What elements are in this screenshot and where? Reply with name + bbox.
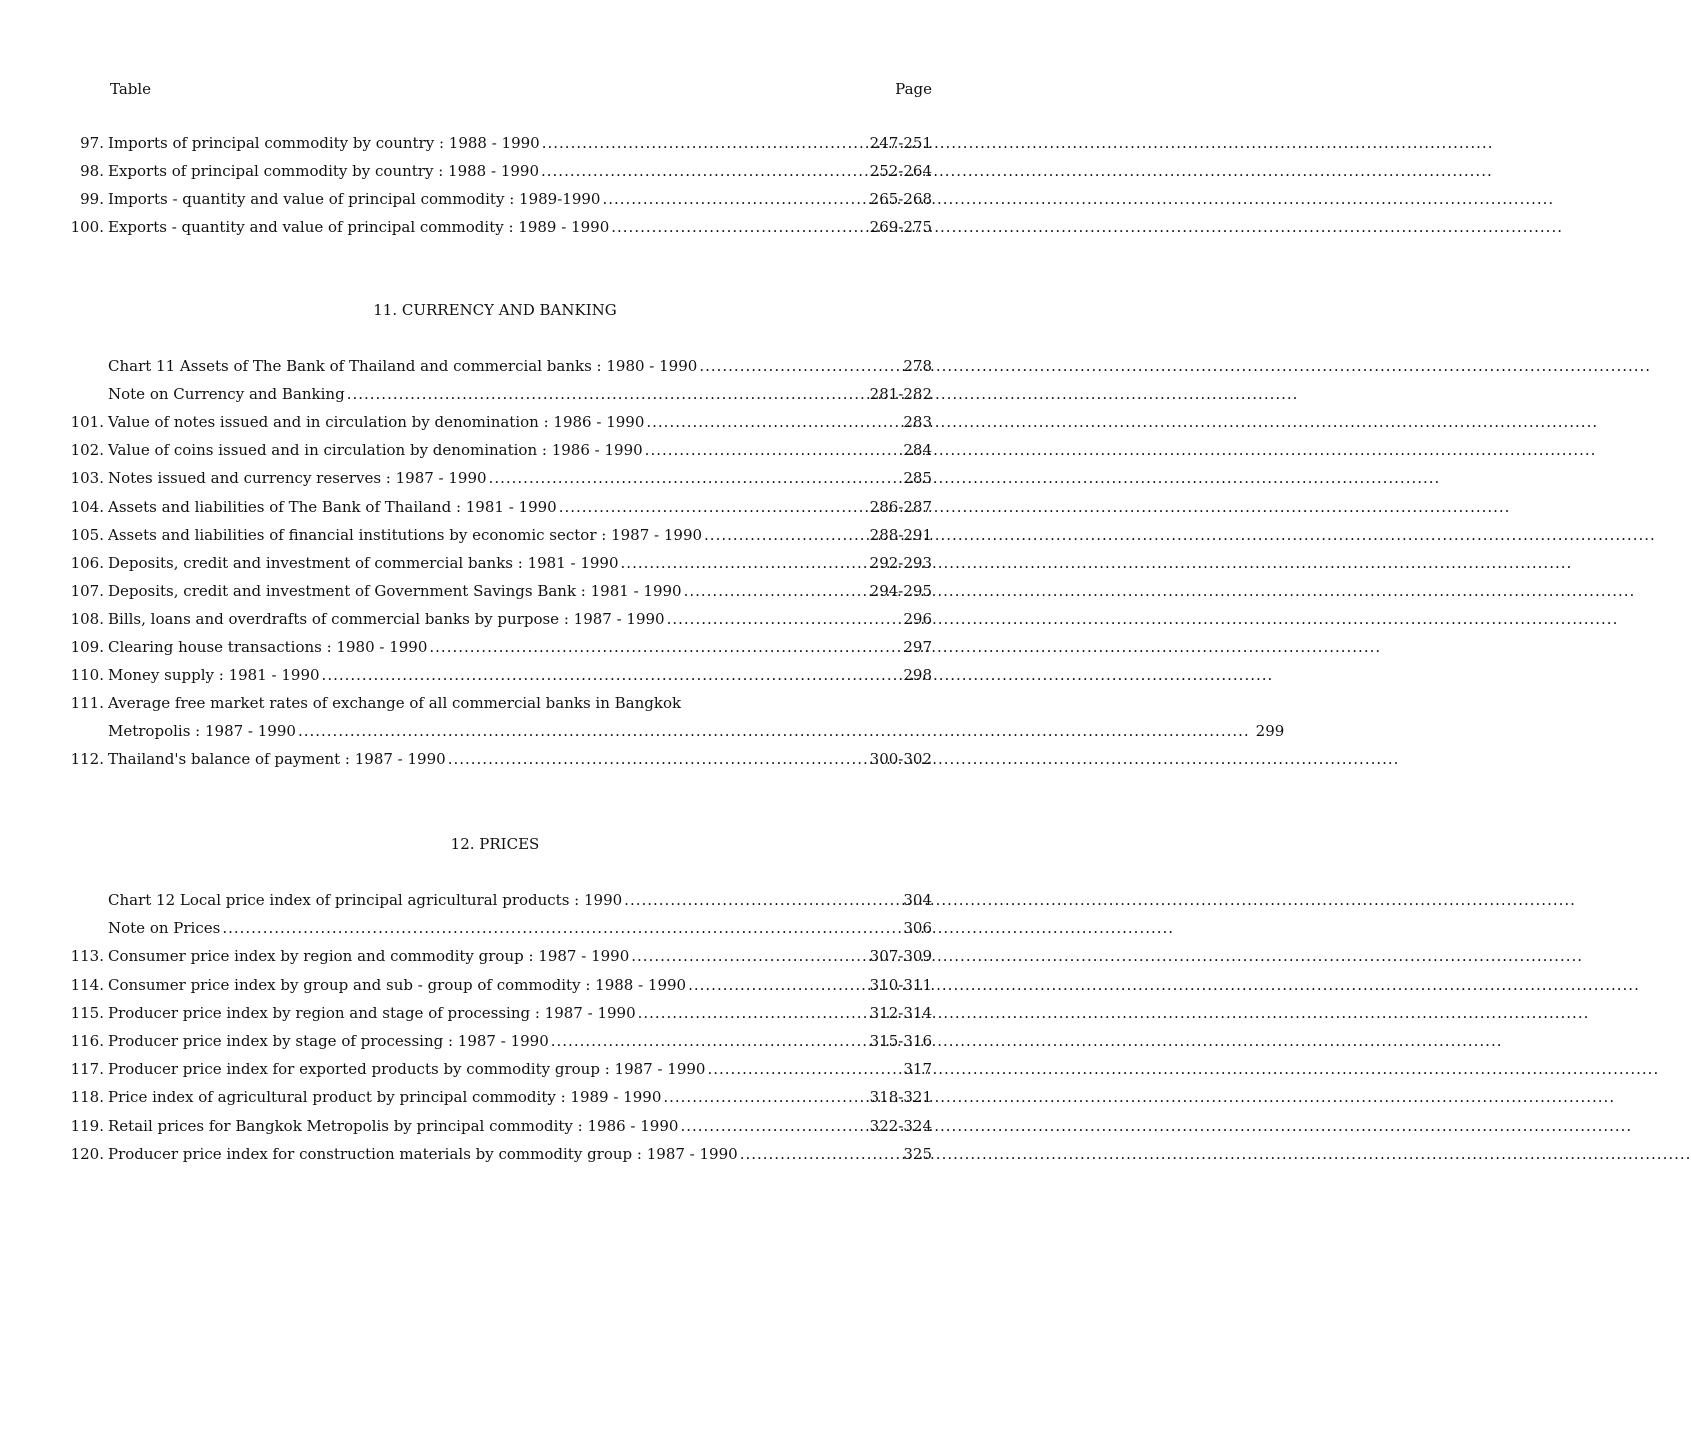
entry-page-number: 318-321: [869, 1088, 932, 1107]
toc-entry: [60, 1032, 932, 1060]
entry-page-number: 310-311: [869, 975, 932, 994]
entry-number: 120.: [70, 1144, 104, 1163]
entry-number: 119.: [70, 1116, 104, 1135]
entry-number: 112.: [70, 750, 104, 769]
toc-entry: [60, 526, 932, 554]
entry-number: 113.: [70, 947, 104, 966]
entry-page-number: 297: [903, 638, 932, 656]
toc-entry: [60, 357, 932, 385]
toc-entry: [60, 218, 932, 246]
entry-number: 107.: [70, 581, 104, 600]
toc-entry: [60, 498, 932, 526]
entry-title: Thailand's balance of payment : 1987 - 1990: [108, 750, 446, 769]
entry-page-number: 322-324: [869, 1116, 932, 1135]
toc-entry: [60, 947, 932, 975]
entry-title: Deposits, credit and investment of commercial banks : 1981 - 1990: [108, 553, 619, 572]
entry-title: Imports - quantity and value of principal commodity : 1989-1990: [108, 190, 601, 208]
page-column-header: Page: [895, 80, 932, 98]
entry-title: Price index of agricultural product by principal commodity : 1989 - 1990: [108, 1088, 662, 1107]
entry-page-number: 300-302: [869, 750, 932, 769]
toc-entry: [60, 919, 932, 947]
entry-page-number: 283: [903, 413, 932, 432]
entry-number: 106.: [70, 553, 104, 572]
toc-entry: [60, 1117, 932, 1145]
entry-number: 118.: [70, 1088, 104, 1107]
entry-page-number: 315-316: [869, 1032, 932, 1050]
toc-entry: [60, 134, 932, 162]
toc-entry: [60, 385, 932, 413]
entry-page-number: 288-291: [869, 525, 932, 544]
dot-leader: [222, 919, 1174, 937]
dot-leader: [559, 498, 1511, 516]
dot-leader: [541, 162, 1493, 180]
entry-title: Exports - quantity and value of principal commodity : 1989 - 1990: [108, 218, 610, 236]
toc-entry: [60, 441, 932, 469]
entry-page-number: 286-287: [869, 497, 932, 516]
toc-entry: [60, 554, 932, 582]
entry-page-number: 307-309: [869, 947, 932, 966]
dot-leader: [347, 385, 1299, 403]
dot-leader: [704, 526, 1656, 544]
entry-title: Average free market rates of exchange of all commercial banks in Bangkok: [108, 694, 682, 713]
entry-page-number: 278: [903, 357, 932, 375]
entry-page-number: 252-264: [869, 162, 932, 180]
dot-leader: [667, 610, 1619, 628]
toc-entry: [60, 1004, 932, 1032]
entry-title: Consumer price index by group and sub - group of commodity : 1988 - 1990: [108, 975, 687, 994]
entry-number: 108.: [70, 609, 104, 628]
toc-entry: [60, 722, 1285, 750]
entry-page-number: 317: [903, 1060, 932, 1079]
entry-title: Exports of principal commodity by country : 1988 - 1990: [108, 162, 539, 180]
dot-leader: [638, 1004, 1590, 1022]
toc-entry: [60, 1088, 932, 1116]
entry-title: Deposits, credit and investment of Government Savings Bank : 1981 - 1990: [108, 581, 682, 600]
entry-page-number: 312-314: [869, 1003, 932, 1022]
dot-leader: [611, 218, 1563, 236]
entry-page-number: 292-293: [869, 553, 932, 572]
toc-entry: [60, 469, 932, 497]
entry-number: 104.: [70, 497, 104, 516]
entry-title: Assets and liabilities of financial institutions by economic sector : 1987 - 1990: [108, 525, 703, 544]
toc-entry: [60, 413, 932, 441]
entry-title: Consumer price index by region and commodity group : 1987 - 1990: [108, 947, 630, 966]
entry-number: 100.: [70, 218, 104, 236]
entry-title: Notes issued and currency reserves : 1987 - 1990: [108, 469, 487, 488]
toc-entry: [60, 582, 932, 610]
entry-page-number: 281-282: [869, 385, 932, 404]
entry-page-number: 299: [1255, 722, 1285, 741]
dot-leader: [646, 413, 1598, 431]
toc-entry: [60, 666, 932, 694]
entry-title: Note on Currency and Banking: [108, 385, 345, 404]
entry-title: Note on Prices: [108, 919, 221, 938]
entry-number: 102.: [70, 441, 104, 460]
dot-leader: [707, 1060, 1659, 1078]
entry-number: 115.: [70, 1003, 104, 1022]
entry-title: Assets and liabilities of The Bank of Thailand : 1981 - 1990: [108, 497, 557, 516]
entry-number: 101.: [70, 413, 104, 432]
dot-leader: [621, 554, 1573, 572]
toc-entry: [60, 162, 932, 190]
entry-page-number: 284: [903, 441, 932, 460]
dot-leader: [663, 1088, 1615, 1106]
entry-title: Money supply : 1981 - 1990: [108, 666, 320, 685]
section-title: 11. CURRENCY AND BANKING: [373, 301, 617, 319]
toc-entry: [60, 694, 932, 722]
toc-entry: [60, 976, 932, 1004]
dot-leader: [684, 582, 1636, 600]
dot-leader: [631, 947, 1583, 965]
entry-page-number: 296: [903, 609, 932, 628]
toc-entry: [60, 610, 932, 638]
entry-number: 109.: [70, 638, 104, 656]
dot-leader: [624, 891, 1576, 909]
dot-leader: [602, 190, 1554, 208]
toc-entry: [60, 891, 932, 919]
entry-title: Clearing house transactions : 1980 - 1990: [108, 638, 428, 656]
table-column-header: Table: [110, 80, 152, 98]
entry-title: Chart 11 Assets of The Bank of Thailand and commercial banks : 1980 - 1990: [108, 357, 698, 375]
dot-leader: [542, 134, 1494, 152]
entry-page-number: 265-268: [869, 190, 932, 208]
entry-number: 111.: [70, 694, 104, 713]
entry-page-number: 304: [903, 891, 932, 909]
entry-page-number: 306: [903, 919, 932, 938]
entry-number: 98.: [80, 162, 104, 180]
entry-page-number: 325: [903, 1144, 932, 1163]
entry-number: 97.: [80, 134, 104, 152]
entry-page-number: 285: [903, 469, 932, 488]
dot-leader: [688, 976, 1640, 994]
entry-number: 103.: [70, 469, 104, 488]
entry-number: 99.: [80, 190, 104, 208]
toc-entry: [60, 638, 932, 666]
entry-title: Value of coins issued and in circulation by denomination : 1986 - 1990: [108, 441, 643, 460]
entry-page-number: 247-251: [869, 134, 932, 152]
section-title: 12. PRICES: [450, 835, 540, 853]
toc-entry: [60, 190, 932, 218]
dot-leader: [699, 357, 1651, 375]
dot-leader: [489, 469, 1441, 487]
entry-page-number: 294-295: [869, 581, 932, 600]
entry-title: Chart 12 Local price index of principal agricultural products : 1990: [108, 891, 623, 909]
entry-number: 105.: [70, 525, 104, 544]
entry-title: Producer price index by stage of processing : 1987 - 1990: [108, 1032, 549, 1050]
entry-number: 116.: [70, 1032, 104, 1050]
dot-leader: [680, 1117, 1632, 1135]
entry-page-number: 269-275: [869, 218, 932, 236]
entry-title: Retail prices for Bangkok Metropolis by principal commodity : 1986 - 1990: [108, 1116, 679, 1135]
entry-number: 117.: [70, 1060, 104, 1079]
toc-entry: [60, 1145, 932, 1173]
entry-number: 110.: [70, 666, 104, 685]
dot-leader: [551, 1032, 1503, 1050]
entry-title: Producer price index for construction materials by commodity group : 1987 - 1990: [108, 1144, 738, 1163]
dot-leader: [645, 441, 1597, 459]
entry-page-number: 298: [903, 666, 932, 685]
toc-entry: [60, 1060, 932, 1088]
entry-title: Imports of principal commodity by country : 1988 - 1990: [108, 134, 540, 152]
dot-leader: [298, 722, 1250, 740]
toc-entry: [60, 750, 932, 778]
dot-leader: [322, 666, 1274, 684]
entry-title: Producer price index by region and stage of processing : 1987 - 1990: [108, 1003, 636, 1022]
entry-title: Bills, loans and overdrafts of commercial banks by purpose : 1987 - 1990: [108, 609, 665, 628]
entry-title: Metropolis : 1987 - 1990: [108, 722, 296, 741]
entry-title: Value of notes issued and in circulation by denomination : 1986 - 1990: [108, 413, 645, 432]
entry-title: Producer price index for exported products by commodity group : 1987 - 1990: [108, 1060, 706, 1079]
entry-number: 114.: [70, 975, 104, 994]
